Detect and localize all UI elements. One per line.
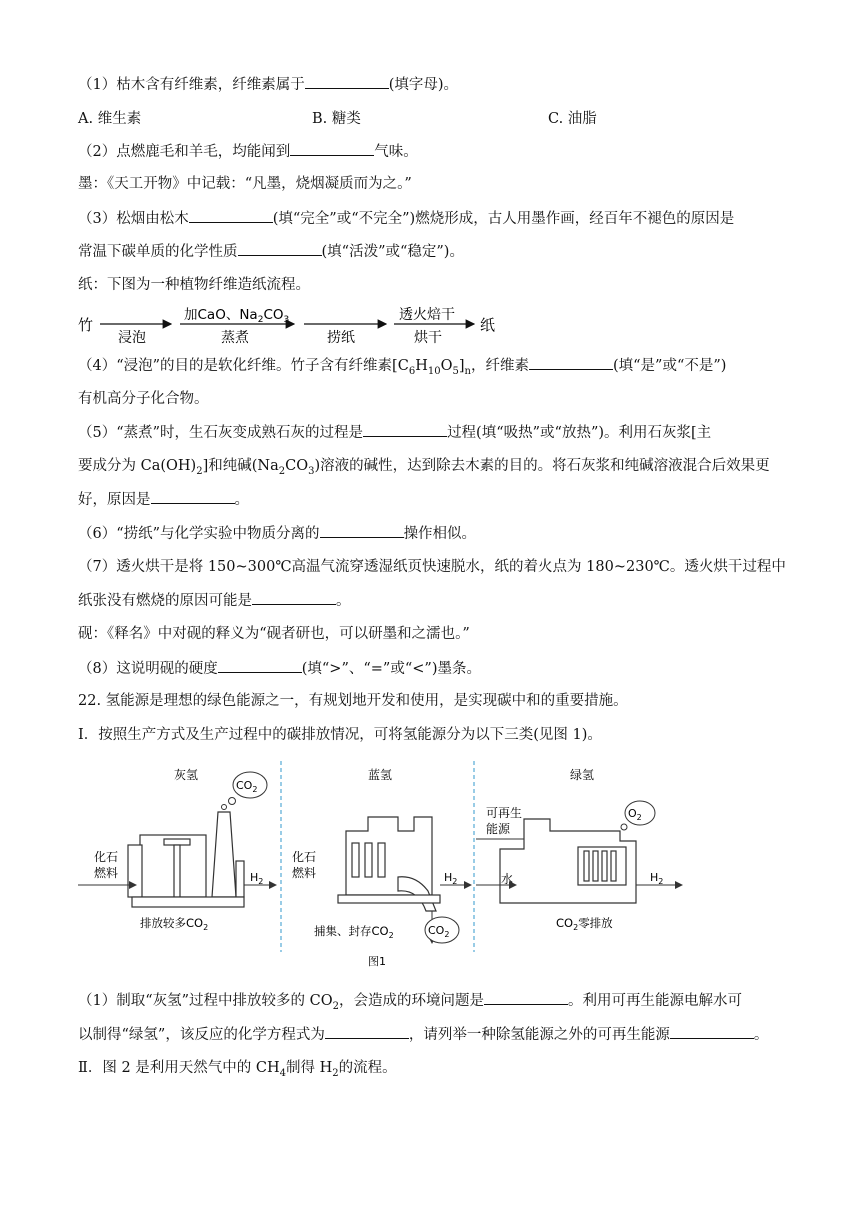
q1-suffix: (填字母)。 xyxy=(388,77,459,93)
flow-step-2-reagent: 加CaO、$Na_2CO_3$ xyxy=(184,307,290,325)
q7-text-2: 纸张没有燃烧的原因可能是 xyxy=(78,593,252,609)
h2-label-blue: $H_2$ xyxy=(444,871,458,886)
gray-hydrogen-label: 灰氢 xyxy=(174,768,199,782)
capture-label: 捕集、封存$CO_2$ xyxy=(314,924,394,940)
blue-hydrogen-label: 蓝氢 xyxy=(368,768,393,782)
mo-intro: 墨：《天工开物》中记载：“凡墨，烧烟凝质而为之。” xyxy=(78,176,412,192)
flow-end: 纸 xyxy=(480,316,496,334)
p1-l2c: 。 xyxy=(753,1027,769,1043)
q5-l3a: 好，原因是 xyxy=(78,492,151,508)
fuel-label-1a: 化石 xyxy=(94,850,119,864)
p1-blank-1[interactable] xyxy=(484,990,568,1005)
q3-blank-1[interactable] xyxy=(189,208,273,223)
q4-bracket: ] xyxy=(458,358,465,374)
q5-l2d: )溶液的碱性，达到除去木素的目的。将石灰浆和纯碱溶液混合后效果更 xyxy=(314,458,770,474)
svg-text:O2: $O_2$ xyxy=(628,807,642,822)
flow-step-4-bottom: 烘干 xyxy=(414,330,442,346)
part2-text-b: 制得 H xyxy=(286,1060,333,1076)
green-factory-icon xyxy=(500,819,636,903)
q5-blank-1[interactable] xyxy=(363,422,447,437)
q5-l2a: 要成分为 Ca(OH) xyxy=(78,458,197,474)
part2-text-a: Ⅱ．图 2 是利用天然气中的 CH xyxy=(78,1060,280,1076)
green-hydrogen-label: 绿氢 xyxy=(570,768,595,782)
q5-text-2: 过程(填“吸热”或“放热”)。利用石灰浆[主 xyxy=(447,425,712,441)
q4-blank[interactable] xyxy=(529,355,613,370)
renewable-label-a: 可再生 xyxy=(486,806,523,820)
q1-option-c: C. 油脂 xyxy=(548,111,597,127)
part-1-intro: Ⅰ．按照生产方式及生产过程中的碳排放情况，可将氢能源分为以下三类(见图 1)。 xyxy=(78,727,602,743)
question-5-line2: 要成分为 $Ca(OH)_2$]和纯碱$(Na_2CO_3)$溶液的碱性，达到除去木素的目的。将石灰浆和纯碱溶液混合后效果更 xyxy=(78,458,770,477)
flow-step-1: 浸泡 xyxy=(118,330,146,346)
flow-step-3: 捞纸 xyxy=(327,330,355,346)
p1-blank-2[interactable] xyxy=(325,1024,409,1039)
co2-bubble-blue xyxy=(425,917,459,943)
o2-bubble xyxy=(621,801,655,830)
part-2-intro: Ⅱ．图 2 是利用天然气中的 $CH_4$制得 $H_2$的流程。 xyxy=(78,1060,397,1079)
gray-factory-icon xyxy=(128,812,244,907)
water-label: 水 xyxy=(501,872,514,886)
q6-blank[interactable] xyxy=(320,523,404,538)
question-4: （4）“浸泡”的目的是软化纤维。竹子含有纤维素$[C_6H_{10}O_5]_n$，纤维素 (填“是”或“不是”) xyxy=(78,355,726,376)
q8-text: （8）这说明砚的硬度 xyxy=(78,661,218,677)
question-5-line3 xyxy=(78,489,249,510)
fuel-label-2a: 化石 xyxy=(292,850,317,864)
question-7-line2 xyxy=(78,590,351,611)
question-5 xyxy=(78,422,711,443)
svg-text:CO2: $CO_2$ xyxy=(428,924,450,939)
p1-text-b: ，会造成的环境问题是 xyxy=(339,993,485,1009)
h2-label-green: $H_2$ xyxy=(650,871,664,886)
q8-suffix: (填“>”、“=”或“<”)墨条。 xyxy=(301,661,481,677)
question-3-line2 xyxy=(78,241,464,262)
zhi-intro: 纸：下图为一种植物纤维造纸流程。 xyxy=(78,277,310,293)
question-2 xyxy=(78,141,418,162)
q1-option-b: B. 糖类 xyxy=(312,111,361,127)
q3-text: （3）松烟由松木 xyxy=(78,211,189,227)
q2-suffix: 气味。 xyxy=(374,144,418,160)
q3-middle: (填“完全”或“不完全”)燃烧形成，古人用墨作画，经百年不褪色的原因是 xyxy=(272,211,735,227)
flow-start: 竹 xyxy=(78,316,94,334)
p1-l2a: 以制得“绿氢”，该反应的化学方程式为 xyxy=(78,1027,325,1043)
q1-option-a: A. 维生素 xyxy=(78,111,142,127)
p1-text-c: 。利用可再生能源电解水可 xyxy=(568,993,743,1009)
q3-text-2: 常温下碳单质的化学性质 xyxy=(78,244,238,260)
p1-l2b: ，请列举一种除氢能源之外的可再生能源 xyxy=(408,1027,670,1043)
q5-blank-2[interactable] xyxy=(151,489,235,504)
q2-blank[interactable] xyxy=(290,141,374,156)
q2-text: （2）点燃鹿毛和羊毛，均能闻到 xyxy=(78,144,291,160)
flow-step-4-top: 透火焙干 xyxy=(399,307,455,323)
part2-text-c: 的流程。 xyxy=(338,1060,397,1076)
question-22: 22. 氢能源是理想的绿色能源之一，有规划地开发和使用，是实现碳中和的重要措施。 xyxy=(78,693,628,709)
q5-l2b: ]和纯碱(Na xyxy=(202,458,279,474)
hydrogen-figure-1 xyxy=(76,757,696,973)
q3-blank-2[interactable] xyxy=(238,241,322,256)
yan-intro: 砚：《释名》中对砚的释义为“砚者研也，可以研墨和之濡也。” xyxy=(78,626,470,642)
q6-text: （6）“捞纸”与化学实验中物质分离的 xyxy=(78,526,320,542)
q5-text: （5）“蒸煮”时，生石灰变成熟石灰的过程是 xyxy=(78,425,364,441)
question-1 xyxy=(78,74,458,95)
q7-blank[interactable] xyxy=(252,590,336,605)
co2-bubble-gray xyxy=(222,772,268,810)
q4-h: H xyxy=(415,358,428,374)
q4-suffix: (填“是”或“不是”) xyxy=(612,358,727,374)
question-4-line2: 有机高分子化合物。 xyxy=(78,391,209,407)
part-1-question-1-line2 xyxy=(78,1024,768,1045)
emission-label-gray: 排放较多$CO_2$ xyxy=(140,916,209,932)
q5-l3b: 。 xyxy=(234,492,249,508)
q1-blank[interactable] xyxy=(305,74,389,89)
q4-o: O xyxy=(440,358,453,374)
fuel-label-2b: 燃料 xyxy=(292,866,317,880)
q5-l2c: CO xyxy=(285,458,309,474)
figure-1-caption: 图1 xyxy=(368,955,386,968)
fuel-label-1b: 燃料 xyxy=(94,866,119,880)
q1-text: （1）枯木含有纤维素，纤维素属于 xyxy=(78,77,305,93)
question-8 xyxy=(78,658,481,679)
q8-blank[interactable] xyxy=(218,658,302,673)
question-6 xyxy=(78,523,476,544)
blue-factory-icon xyxy=(338,817,440,911)
flow-step-2: 蒸煮 xyxy=(221,330,249,346)
renewable-label-b: 能源 xyxy=(486,822,511,836)
q4-text-2: ，纤维素 xyxy=(470,358,529,374)
h2-label-gray: $H_2$ xyxy=(250,871,264,886)
p1-text-a: （1）制取“灰氢”过程中排放较多的 CO xyxy=(78,993,333,1009)
part-1-question-1: （1）制取“灰氢”过程中排放较多的 $CO_2$，会造成的环境问题是 。利用可再生能源电解水可 xyxy=(78,990,742,1011)
question-7: （7）透火烘干是将 150~300℃高温气流穿透湿纸页快速脱水，纸的着火点为 180~230℃。透火烘干过程中 xyxy=(78,559,786,575)
q4-text: （4）“浸泡”的目的是软化纤维。竹子含有纤维素[C xyxy=(78,358,409,374)
question-3 xyxy=(78,208,734,229)
paper-flow-diagram xyxy=(74,302,514,346)
q6-suffix: 操作相似。 xyxy=(403,526,477,542)
q7-suffix: 。 xyxy=(336,593,351,609)
zero-emission-label: $CO_2$零排放 xyxy=(556,916,613,932)
svg-text:CO2: $CO_2$ xyxy=(236,779,258,794)
q3-suffix: (填“活泼”或“稳定”)。 xyxy=(321,244,464,260)
p1-blank-3[interactable] xyxy=(670,1024,754,1039)
